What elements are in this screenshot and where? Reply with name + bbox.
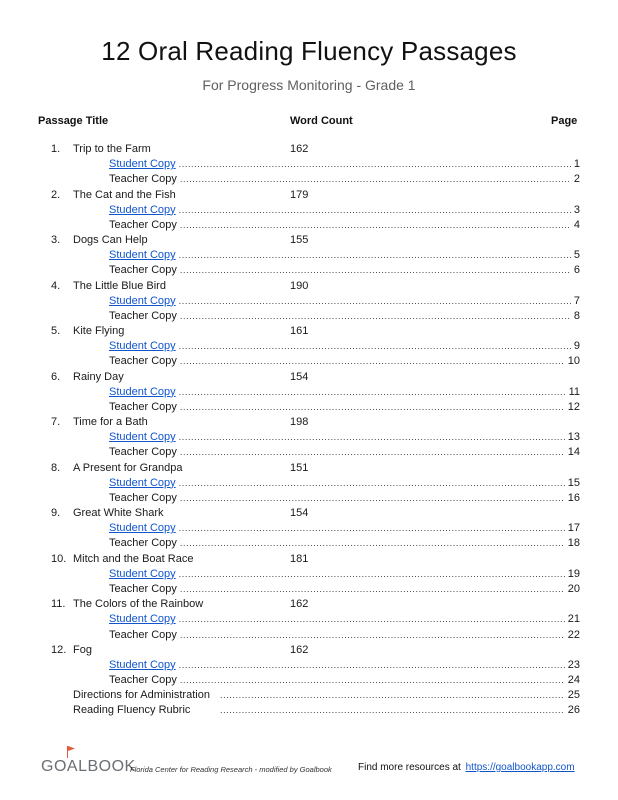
page-number: 23 [567,658,580,671]
toc-entry [109,491,580,506]
dot-leader [179,612,565,627]
passage-row [0,597,618,612]
toc-entry [109,354,580,369]
student-copy-link[interactable]: Student Copy [109,658,176,671]
toc-copy-row [0,172,618,187]
toc-copy-row [0,658,618,673]
dot-leader [180,309,571,324]
student-copy-link[interactable]: Student Copy [109,203,176,216]
student-copy-link[interactable]: Student Copy [109,158,176,171]
toc-entry [109,567,580,582]
dot-leader [179,430,565,445]
passage-number: 8. [51,461,61,474]
toc-entry [109,172,580,187]
word-count: 179 [290,188,309,201]
dot-leader [180,400,565,415]
toc-copy-row [0,294,618,309]
word-count: 162 [290,143,309,155]
student-copy-link[interactable]: Student Copy [109,294,176,307]
toc-entry [109,218,580,233]
dot-leader [180,536,565,551]
passage-number: 2. [51,188,61,201]
student-copy-link[interactable]: Student Copy [109,340,176,353]
footer-resources [358,762,575,773]
teacher-copy-label: Teacher Copy [109,628,177,641]
word-count: 155 [290,234,309,247]
column-header-passage-title: Passage Title [38,115,109,127]
toc-extra-row [0,688,618,703]
passage-number: 6. [51,370,61,383]
toc-entry [109,612,580,627]
page-number: 6 [573,264,580,277]
passage-row [0,188,618,203]
dot-leader [179,385,566,400]
toc-copy-row [0,612,618,627]
page-number: 13 [567,431,580,444]
page-number: 16 [567,491,580,504]
passage-number: 10. [51,552,67,565]
passage-row [0,415,618,430]
passage-row [0,233,618,248]
passage-title: Fog [73,643,92,656]
page-number: 5 [573,249,580,262]
page-footer [0,756,618,792]
toc-copy-row [0,248,618,263]
toc-entry [73,703,580,718]
page-number: 26 [567,704,580,717]
passage-row [0,324,618,339]
toc-entry [109,582,580,597]
dot-leader [179,567,565,582]
dot-leader [179,339,571,354]
passage-title: Dogs Can Help [73,234,148,247]
passage-row [0,279,618,294]
student-copy-link[interactable]: Student Copy [109,476,176,489]
document-subtitle: For Progress Monitoring - Grade 1 [202,77,416,93]
toc-copy-row [0,309,618,324]
passage-number: 7. [51,416,61,429]
student-copy-link[interactable]: Student Copy [109,567,176,580]
toc-copy-row [0,536,618,551]
document-title: 12 Oral Reading Fluency Passages [101,36,517,66]
goalbook-logo: GOALBOOK [41,758,136,775]
page-number: 3 [573,203,580,216]
dot-leader [180,354,565,369]
toc-copy-row [0,339,618,354]
toc-entry [109,157,580,172]
teacher-copy-label: Teacher Copy [109,582,177,595]
page-number: 1 [573,158,580,171]
teacher-copy-label: Teacher Copy [109,264,177,277]
passage-number: 1. [51,143,61,155]
toc-copy-row [0,385,618,400]
passage-title: Time for a Bath [73,416,148,429]
word-count: 181 [290,552,309,565]
teacher-copy-label: Teacher Copy [109,446,177,459]
teacher-copy-label: Teacher Copy [109,491,177,504]
toc-copy-row [0,157,618,172]
toc-copy-row [0,567,618,582]
page-number: 8 [573,309,580,322]
passage-row [0,643,618,658]
dot-leader [179,248,571,263]
teacher-copy-label: Teacher Copy [109,674,177,687]
toc-copy-row [0,491,618,506]
toc-entry [109,673,580,688]
dot-leader [180,218,571,233]
passage-number: 5. [51,325,61,338]
page-number: 11 [568,385,580,398]
toc-copy-row [0,218,618,233]
page-number: 4 [573,218,580,231]
word-count: 161 [290,325,309,338]
dot-leader [179,203,571,218]
page-number: 10 [567,355,580,368]
dot-leader [179,658,565,673]
student-copy-link[interactable]: Student Copy [109,385,176,398]
toc-extra-row [0,703,618,718]
toc-entry [109,203,580,218]
passage-number: 4. [51,279,61,292]
page-number: 20 [567,582,580,595]
dot-leader [180,582,565,597]
student-copy-link[interactable]: Student Copy [109,613,176,626]
passage-row [0,142,618,157]
dot-leader [180,491,565,506]
word-count: 151 [290,461,309,474]
teacher-copy-label: Teacher Copy [109,309,177,322]
passage-title: The Colors of the Rainbow [73,598,204,611]
column-header-word-count: Word Count [290,115,353,127]
passage-title: Rainy Day [73,370,124,383]
page-number: 18 [567,537,580,550]
page-number: 12 [567,400,580,413]
passage-number: 9. [51,507,61,520]
toc-entry [109,536,580,551]
page-number: 19 [567,567,580,580]
student-copy-link[interactable]: Student Copy [109,522,176,535]
toc-copy-row [0,476,618,491]
toc-copy-row [0,445,618,460]
page-number: 9 [573,340,580,353]
table-of-contents [0,142,618,719]
passage-title: Mitch and the Boat Race [73,552,194,565]
toc-entry [109,339,580,354]
toc-copy-row [0,582,618,597]
passage-title: Trip to the Farm [73,143,151,155]
column-header-page: Page [551,115,578,127]
dot-leader [220,703,565,718]
page-number: 21 [567,613,580,626]
toc-entry [109,430,580,445]
toc-entry [109,309,580,324]
toc-copy-row [0,628,618,643]
passage-row [0,552,618,567]
toc-copy-row [0,263,618,278]
toc-entry [109,400,580,415]
passage-title: The Little Blue Bird [73,279,166,292]
toc-entry [109,385,580,400]
word-count: 198 [290,416,309,429]
passage-title: Great White Shark [73,507,164,520]
toc-entry [109,294,580,309]
dot-leader [220,688,565,703]
passage-row [0,461,618,476]
goalbook-website-link[interactable]: https://goalbookapp.com [465,762,575,773]
dot-leader [180,445,565,460]
extra-section-title: Directions for Administration [73,689,210,702]
word-count: 154 [290,507,309,520]
passage-title: The Cat and the Fish [73,188,176,201]
page-number: 25 [567,689,580,702]
dot-leader [179,521,565,536]
toc-entry [73,688,580,703]
passage-number: 11. [51,598,66,611]
dot-leader [179,476,565,491]
word-count: 162 [290,643,309,656]
passage-row [0,506,618,521]
toc-copy-row [0,673,618,688]
teacher-copy-label: Teacher Copy [109,355,177,368]
toc-copy-row [0,430,618,445]
toc-copy-row [0,400,618,415]
toc-entry [109,658,580,673]
footer-credit: Florida Center for Reading Research - modified by Goalbook [130,765,332,774]
word-count: 154 [290,370,309,383]
toc-copy-row [0,203,618,218]
student-copy-link[interactable]: Student Copy [109,249,176,262]
page-number: 7 [573,294,580,307]
goalbook-flag-icon [66,746,75,758]
teacher-copy-label: Teacher Copy [109,400,177,413]
dot-leader [180,628,565,643]
page-number: 15 [567,476,580,489]
toc-copy-row [0,354,618,369]
dot-leader [180,263,571,278]
page-number: 14 [567,446,580,459]
toc-entry [109,476,580,491]
extra-section-title: Reading Fluency Rubric [73,704,191,717]
teacher-copy-label: Teacher Copy [109,537,177,550]
word-count: 162 [290,598,309,611]
toc-entry [109,445,580,460]
footer-resources-text: Find more resources at [358,762,461,773]
passage-title: Kite Flying [73,325,125,338]
page-number: 22 [567,628,580,641]
passage-title: A Present for Grandpa [73,461,183,474]
toc-copy-row [0,521,618,536]
student-copy-link[interactable]: Student Copy [109,431,176,444]
dot-leader [179,294,571,309]
teacher-copy-label: Teacher Copy [109,218,177,231]
passage-number: 12. [51,643,67,656]
page-number: 24 [567,674,580,687]
toc-entry [109,248,580,263]
dot-leader [180,673,565,688]
toc-entry [109,521,580,536]
teacher-copy-label: Teacher Copy [109,173,177,186]
page-number: 17 [567,522,580,535]
passage-number: 3. [51,234,61,247]
passage-row [0,370,618,385]
toc-entry [109,263,580,278]
toc-entry [109,628,580,643]
page-number: 2 [573,173,580,186]
dot-leader [180,172,571,187]
word-count: 190 [290,279,309,292]
dot-leader [179,157,571,172]
